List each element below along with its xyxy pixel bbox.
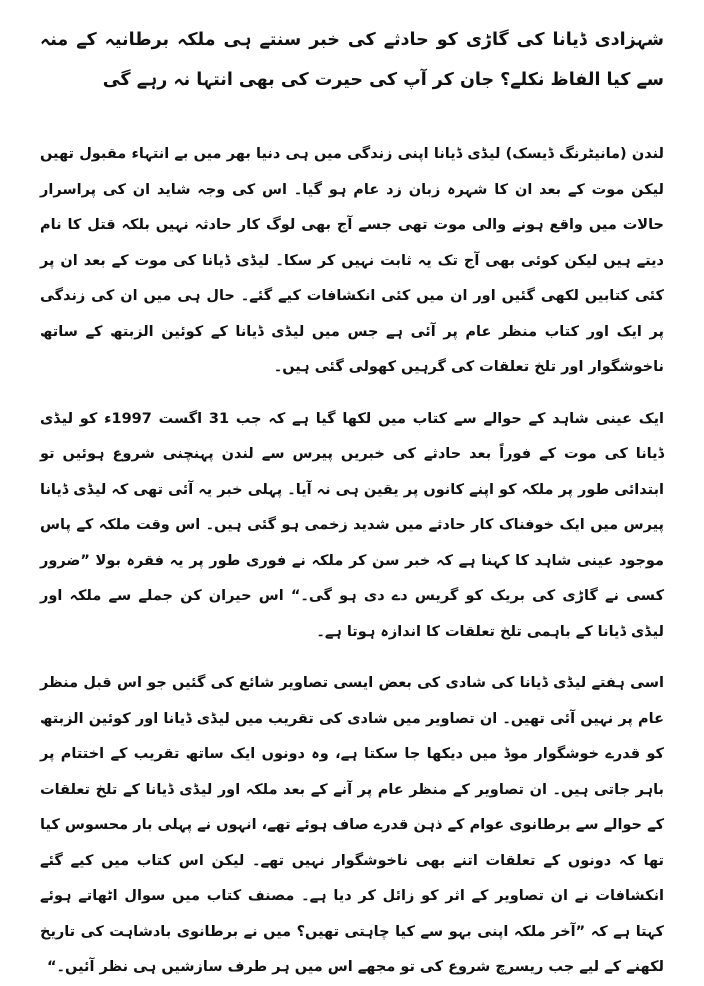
article-paragraph: ایک عینی شاہد کے حوالے سے کتاب میں لکھا گیا ہے کہ جب 31 اگست 1997ء کو لیڈی ڈیانا کی موت کے فوراً بعد حادثے کی خبریں پیرس سے لندن پہنچنی شروع ہوئیں تو ابتدائی طور پر ملکہ کو اپنے کانوں پر یقین ہی نہ آیا۔ پہلی خبر یہ آئی تھی کہ لیڈی ڈیانا پیرس میں ایک خوفناک کار حادثے میں شدید زخمی ہو گئی ہیں۔ اس وقت ملکہ کے پاس موجود عینی شاہد کا کہنا ہے کہ خبر سن کر ملکہ نے فوری طور پر یہ فقرہ بولا ”ضرور کسی نے گاڑی کی بریک کو گریس دے دی ہو گی۔“ اس حیران کن جملے سے ملکہ اور لیڈی ڈیانا کے باہمی تلخ تعلقات کا اندازہ ہوتا ہے۔	[40, 410, 665, 640]
article-headline: شہزادی ڈیانا کی گاڑی کو حادثے کی خبر سنتے ہی ملکہ برطانیہ کے منہ سے کیا الفاظ نکلے؟ جان کر آپ کی حیرت کی بھی انتہا نہ رہے گی	[40, 30, 664, 90]
article-paragraph: لندن (مانیٹرنگ ڈیسک) لیڈی ڈیانا اپنی زندگی میں ہی دنیا بھر میں بے انتہاء مقبول تھیں لیکن موت کے بعد ان کا شہرہ زبان زد عام ہو گیا۔ اس کی وجہ شاید ان کی پراسرار حالات میں واقع ہونے والی موت تھی جسے آج بھی لوگ کار حادثہ نہیں بلکہ قتل کا نام دیتے ہیں لیکن کوئی بھی آج تک یہ ثابت نہیں کر سکا۔ لیڈی ڈیانا کی موت کے بعد ان پر کئی کتابیں لکھی گئیں اور ان میں کئی انکشافات کیے گئے۔ حال ہی میں ان کی زندگی پر ایک اور کتاب منظر عام پر آئی ہے جس میں لیڈی ڈیانا کے کوئین الزبتھ کے ساتھ ناخوشگوار اور تلخ تعلقات کی گرہیں کھولی گئی ہیں۔	[40, 146, 664, 375]
article-body	[40, 137, 664, 986]
article-paragraph: اسی ہفتے لیڈی ڈیانا کی شادی کی بعض ایسی تصاویر شائع کی گئیں جو اس قبل منظر عام پر نہیں آئی تھیں۔ ان تصاویر میں شادی کی تقریب میں لیڈی ڈیانا اور کوئین الزبتھ کو قدرے خوشگوار موڈ میں دیکھا جا سکتا ہے، وہ دونوں ایک ساتھ تقریب کے اختتام پر باہر جاتی ہیں۔ ان تصاویر کے منظر عام پر آنے کے بعد ملکہ اور لیڈی ڈیانا کے تلخ تعلقات کے حوالے سے برطانوی عوام کے ذہن قدرے صاف ہوئے تھے، انہوں نے پہلی بار محسوس کیا تھا کہ دونوں کے تعلقات اتنے بھی ناخوشگوار نہیں تھے۔ لیکن اس کتاب میں کیے گئے انکشافات نے ان تصاویر کے اثر کو زائل کر دیا ہے۔ مصنف کتاب میں سوال اٹھاتے ہوئے کہتا ہے کہ ”آخر ملکہ اپنی بہو سے کیا چاہتی تھیں؟ میں نے برطانوی بادشاہت کی تاریخ لکھنے کے لیے جب ریسرچ شروع کی تو مجھے اس میں ہر طرف سازشیں ہی نظر آئیں۔“	[40, 675, 664, 975]
